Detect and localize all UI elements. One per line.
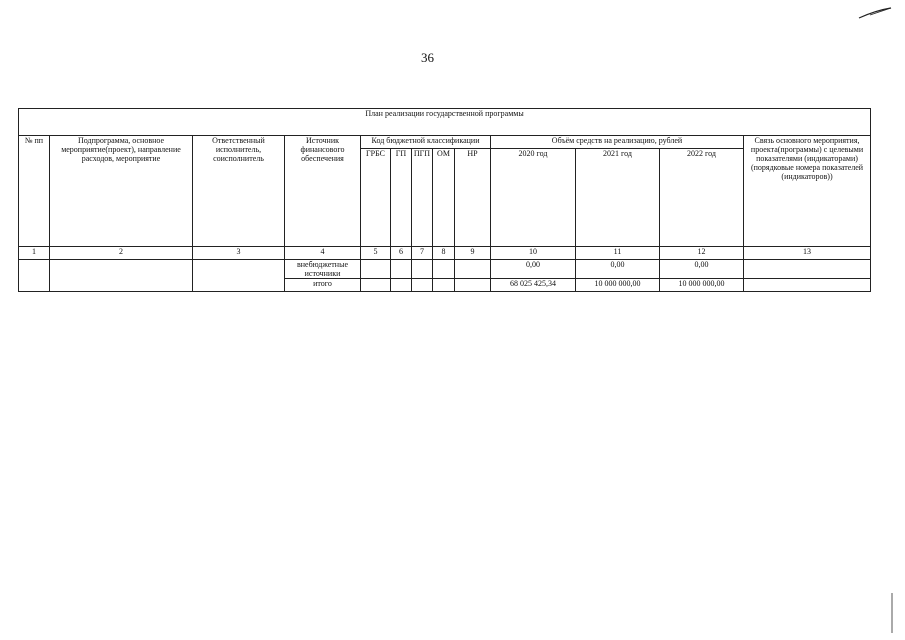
header-volume: Объём средств на реализацию, рублей [491,136,744,149]
column-number: 13 [744,247,871,260]
table-title: План реализации государственной программы [19,109,871,136]
column-number: 5 [361,247,391,260]
cell-responsible [193,260,285,292]
header-grbs: ГРБС [361,149,391,247]
header-gp: ГП [391,149,412,247]
cell-2020: 0,00 [491,260,576,279]
header-2020: 2020 год [491,149,576,247]
cell-pgp [412,279,433,292]
cell-gp [391,279,412,292]
header-source: Источник финансового обеспечения [285,136,361,247]
column-number: 12 [660,247,744,260]
cell-om [433,279,455,292]
header-2021: 2021 год [576,149,660,247]
column-number: 6 [391,247,412,260]
cell-2022: 0,00 [660,260,744,279]
page-edge-mark [891,593,893,633]
page-number: 36 [421,50,434,65]
header-om: ОМ [433,149,455,247]
header-responsible: Ответственный исполнитель, соисполнитель [193,136,285,247]
header-subprogram: Подпрограмма, основное мероприятие(проект), направление расходов, мероприятие [50,136,193,247]
header-budget-code: Код бюджетной классификации [361,136,491,149]
cell-pgp [412,260,433,279]
cell-subprogram [50,260,193,292]
column-number: 3 [193,247,285,260]
program-plan-table [18,108,871,292]
cell-grbs [361,279,391,292]
cell-om [433,260,455,279]
column-number: 2 [50,247,193,260]
header-num: № пп [19,136,50,247]
column-number: 1 [19,247,50,260]
header-pgp: ПГП [412,149,433,247]
cell-grbs [361,260,391,279]
column-number: 10 [491,247,576,260]
cell-2022: 10 000 000,00 [660,279,744,292]
cell-2021: 10 000 000,00 [576,279,660,292]
header-nr: НР [455,149,491,247]
cell-2021: 0,00 [576,260,660,279]
cell-source: итого [285,279,361,292]
table-row [19,260,871,279]
cell-nr [455,260,491,279]
column-number: 4 [285,247,361,260]
cell-link [744,279,871,292]
cell-2020: 68 025 425,34 [491,279,576,292]
cell-gp [391,260,412,279]
cell-link [744,260,871,279]
cell-num [19,260,50,292]
cell-nr [455,279,491,292]
pen-stroke-mark [858,6,892,20]
column-number: 9 [455,247,491,260]
column-number: 7 [412,247,433,260]
cell-source: внебюджетные источники [285,260,361,279]
header-link: Связь основного мероприятия, проекта(программы) с целевыми показателями (индикаторами) (порядковые номера показателей (индикаторов)) [744,136,871,247]
header-2022: 2022 год [660,149,744,247]
column-number-row [19,247,871,260]
column-number: 8 [433,247,455,260]
column-number: 11 [576,247,660,260]
